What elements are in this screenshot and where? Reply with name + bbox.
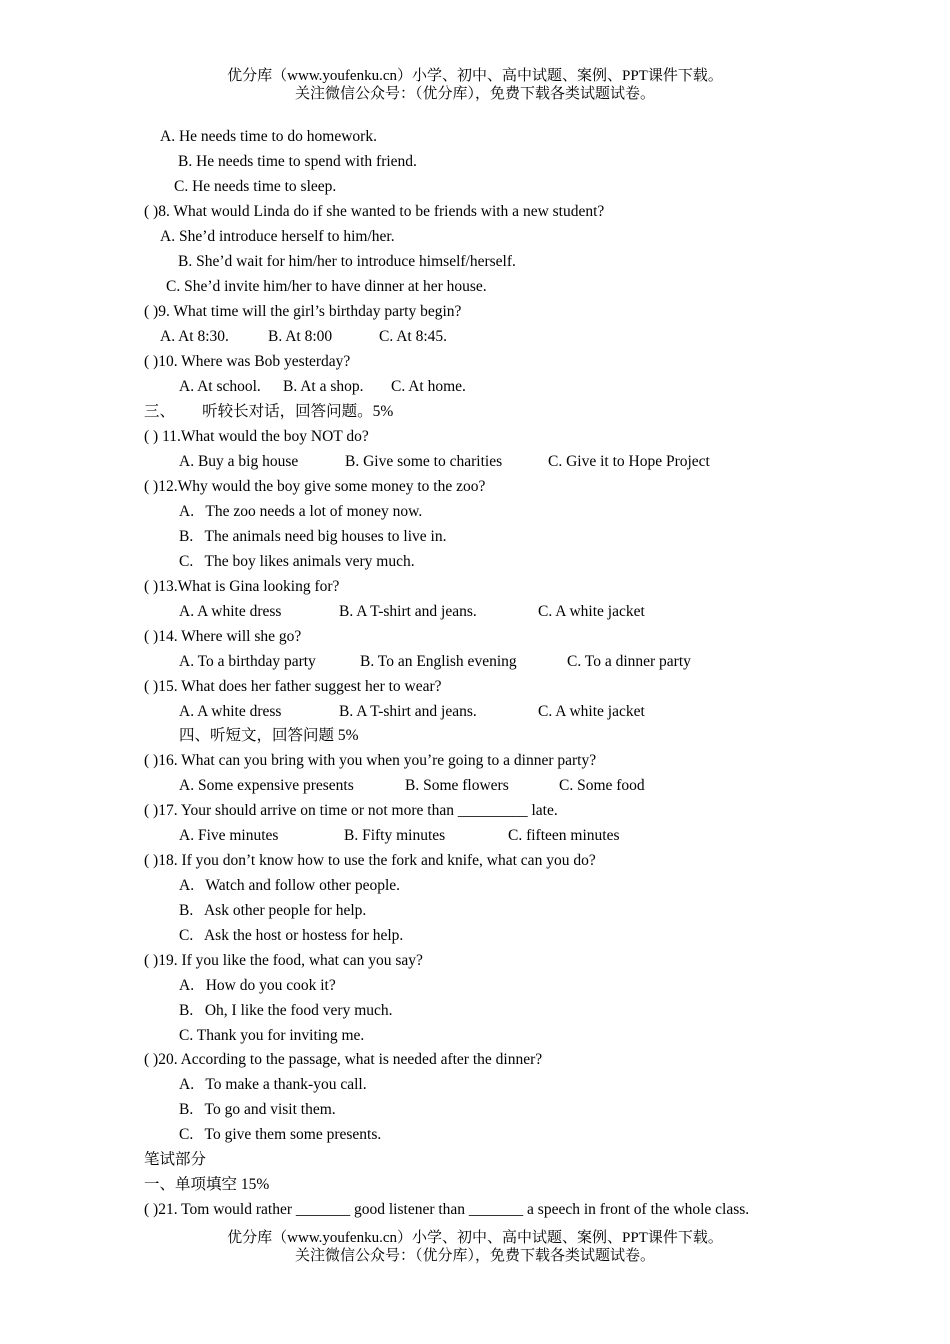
q9-option-b: B. At 8:00	[268, 328, 333, 345]
q21-stem: ( )21. Tom would rather _______ good listener than _______ a speech in front of the whole class.	[144, 1201, 750, 1218]
q17-option-b: B. Fifty minutes	[344, 827, 446, 844]
page-header	[0, 67, 950, 103]
q12-option-c: C. The boy likes animals very much.	[179, 553, 415, 570]
q18-option-a: A. Watch and follow other people.	[179, 877, 401, 894]
q20-option-b: B. To go and visit them.	[179, 1101, 336, 1118]
q13-option-a: A. A white dress	[179, 603, 282, 620]
q12-option-b: B. The animals need big houses to live in.	[179, 528, 447, 545]
q13-options	[179, 602, 645, 622]
q19-stem: ( )19. If you like the food, what can you say?	[144, 952, 423, 969]
q10-stem: ( )10. Where was Bob yesterday?	[144, 353, 351, 370]
q18-option-b: B. Ask other people for help.	[179, 902, 367, 919]
q10-option-c: C. At home.	[391, 378, 466, 395]
q8-stem: ( )8. What would Linda do if she wanted to be friends with a new student?	[144, 203, 605, 220]
q16-option-a: A. Some expensive presents	[179, 777, 354, 794]
q15-options	[179, 702, 645, 722]
q12-option-a: A. The zoo needs a lot of money now.	[179, 503, 423, 520]
q11-options	[179, 452, 710, 472]
q13-stem: ( )13.What is Gina looking for?	[144, 578, 340, 595]
q19-option-b: B. Oh, I like the food very much.	[179, 1002, 393, 1019]
q19-option-a: A. How do you cook it?	[179, 977, 336, 994]
q16-option-b: B. Some flowers	[405, 777, 509, 794]
q11-option-b: B. Give some to charities	[345, 453, 503, 470]
q11-option-c: C. Give it to Hope Project	[548, 453, 710, 470]
q20-option-a: A. To make a thank-you call.	[179, 1076, 367, 1093]
q20-stem: ( )20. According to the passage, what is needed after the dinner?	[144, 1051, 543, 1068]
q17-stem: ( )17. Your should arrive on time or not more than _________ late.	[144, 802, 558, 819]
q7-option-c: C. He needs time to sleep.	[174, 178, 337, 195]
q18-stem: ( )18. If you don’t know how to use the fork and knife, what can you do?	[144, 852, 596, 869]
q20-option-c: C. To give them some presents.	[179, 1126, 382, 1143]
section-written-1-heading: 一、单项填空 15%	[144, 1176, 270, 1193]
q11-option-a: A. Buy a big house	[179, 453, 299, 470]
q17-options	[179, 826, 620, 846]
header-line-1: 优分库（www.youfenku.cn）小学、初中、高中试题、案例、PPT课件下载。	[227, 68, 723, 84]
written-part-heading: 笔试部分	[144, 1151, 207, 1168]
q10-option-a: A. At school.	[179, 378, 261, 395]
header-line-2: 关注微信公众号：（优分库），免费下载各类试题试卷。	[294, 86, 655, 102]
q16-stem: ( )16. What can you bring with you when you’re going to a dinner party?	[144, 752, 597, 769]
section-3-heading: 三、 听较长对话，回答问题。5%	[144, 403, 394, 420]
q11-stem: ( ) 11.What would the boy NOT do?	[144, 428, 369, 445]
q18-option-c: C. Ask the host or hostess for help.	[179, 927, 404, 944]
q8-option-a: A. She’d introduce herself to him/her.	[160, 228, 395, 245]
q15-option-c: C. A white jacket	[538, 703, 645, 720]
q12-stem: ( )12.Why would the boy give some money to the zoo?	[144, 478, 486, 495]
q17-option-a: A. Five minutes	[179, 827, 279, 844]
q8-option-c: C. She’d invite him/her to have dinner at her house.	[166, 278, 487, 295]
q9-option-a: A. At 8:30.	[160, 328, 229, 345]
q10-option-b: B. At a shop.	[283, 378, 364, 395]
q19-option-c: C. Thank you for inviting me.	[179, 1027, 365, 1044]
q13-option-b: B. A T-shirt and jeans.	[339, 603, 477, 620]
q13-option-c: C. A white jacket	[538, 603, 645, 620]
q15-option-a: A. A white dress	[179, 703, 282, 720]
page-footer	[0, 1229, 950, 1265]
q14-options	[179, 652, 691, 672]
q8-option-b: B. She’d wait for him/her to introduce himself/herself.	[178, 253, 516, 270]
q16-option-c: C. Some food	[559, 777, 645, 794]
section-4-heading: 四、听短文，回答问题 5%	[179, 727, 359, 744]
q9-options	[160, 327, 447, 347]
q14-option-b: B. To an English evening	[360, 653, 517, 670]
q14-option-a: A. To a birthday party	[179, 653, 316, 670]
footer-line-1: 优分库（www.youfenku.cn）小学、初中、高中试题、案例、PPT课件下载。	[227, 1230, 723, 1246]
q7-option-b: B. He needs time to spend with friend.	[178, 153, 417, 170]
footer-line-2: 关注微信公众号：（优分库），免费下载各类试题试卷。	[294, 1248, 655, 1264]
q15-stem: ( )15. What does her father suggest her to wear?	[144, 678, 442, 695]
q10-options	[179, 377, 466, 397]
q15-option-b: B. A T-shirt and jeans.	[339, 703, 477, 720]
q14-stem: ( )14. Where will she go?	[144, 628, 302, 645]
q17-option-c: C. fifteen minutes	[508, 827, 620, 844]
q7-option-a: A. He needs time to do homework.	[160, 128, 377, 145]
q14-option-c: C. To a dinner party	[567, 653, 691, 670]
q9-stem: ( )9. What time will the girl’s birthday party begin?	[144, 303, 462, 320]
q9-option-c: C. At 8:45.	[379, 328, 448, 345]
q16-options	[179, 776, 645, 796]
